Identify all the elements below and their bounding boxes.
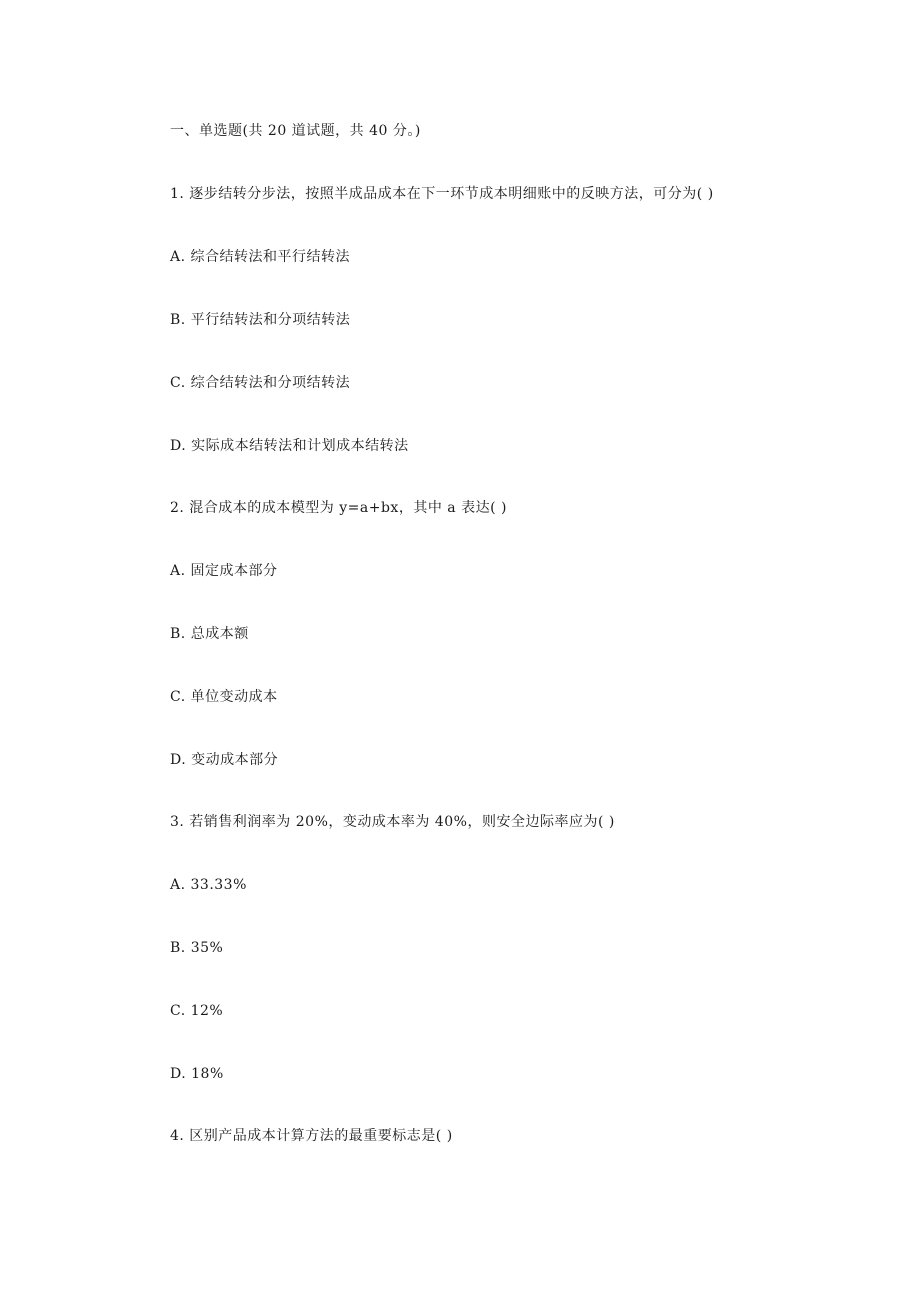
question-4-stem: 4. 区别产品成本计算方法的最重要标志是( ) [170,1128,453,1144]
question-3-stem: 3. 若销售利润率为 20%，变动成本率为 40%，则安全边际率应为( ) [170,814,615,830]
question-1-option-a: A. 综合结转法和平行结转法 [170,249,351,265]
question-3-option-a: A. 33.33% [170,877,247,893]
question-3-option-b: B. 35% [170,940,224,956]
question-1-stem: 1. 逐步结转分步法，按照半成品成本在下一环节成本明细账中的反映方法，可分为( ) [170,186,714,202]
question-2-stem: 2. 混合成本的成本模型为 y=a+bx，其中 a 表达( ) [170,500,507,516]
question-2-option-a: A. 固定成本部分 [170,563,278,579]
question-3-option-c: C. 12% [170,1003,224,1019]
question-2-option-b: B. 总成本额 [170,626,249,642]
question-1-option-d: D. 实际成本结转法和计划成本结转法 [170,438,409,454]
question-2-option-c: C. 单位变动成本 [170,689,278,705]
question-1-option-b: B. 平行结转法和分项结转法 [170,312,351,328]
section-header: 一、单选题(共 20 道试题，共 40 分。) [170,123,421,139]
question-3-option-d: D. 18% [170,1066,224,1082]
question-2-option-d: D. 变动成本部分 [170,752,279,768]
question-1-option-c: C. 综合结转法和分项结转法 [170,375,351,391]
